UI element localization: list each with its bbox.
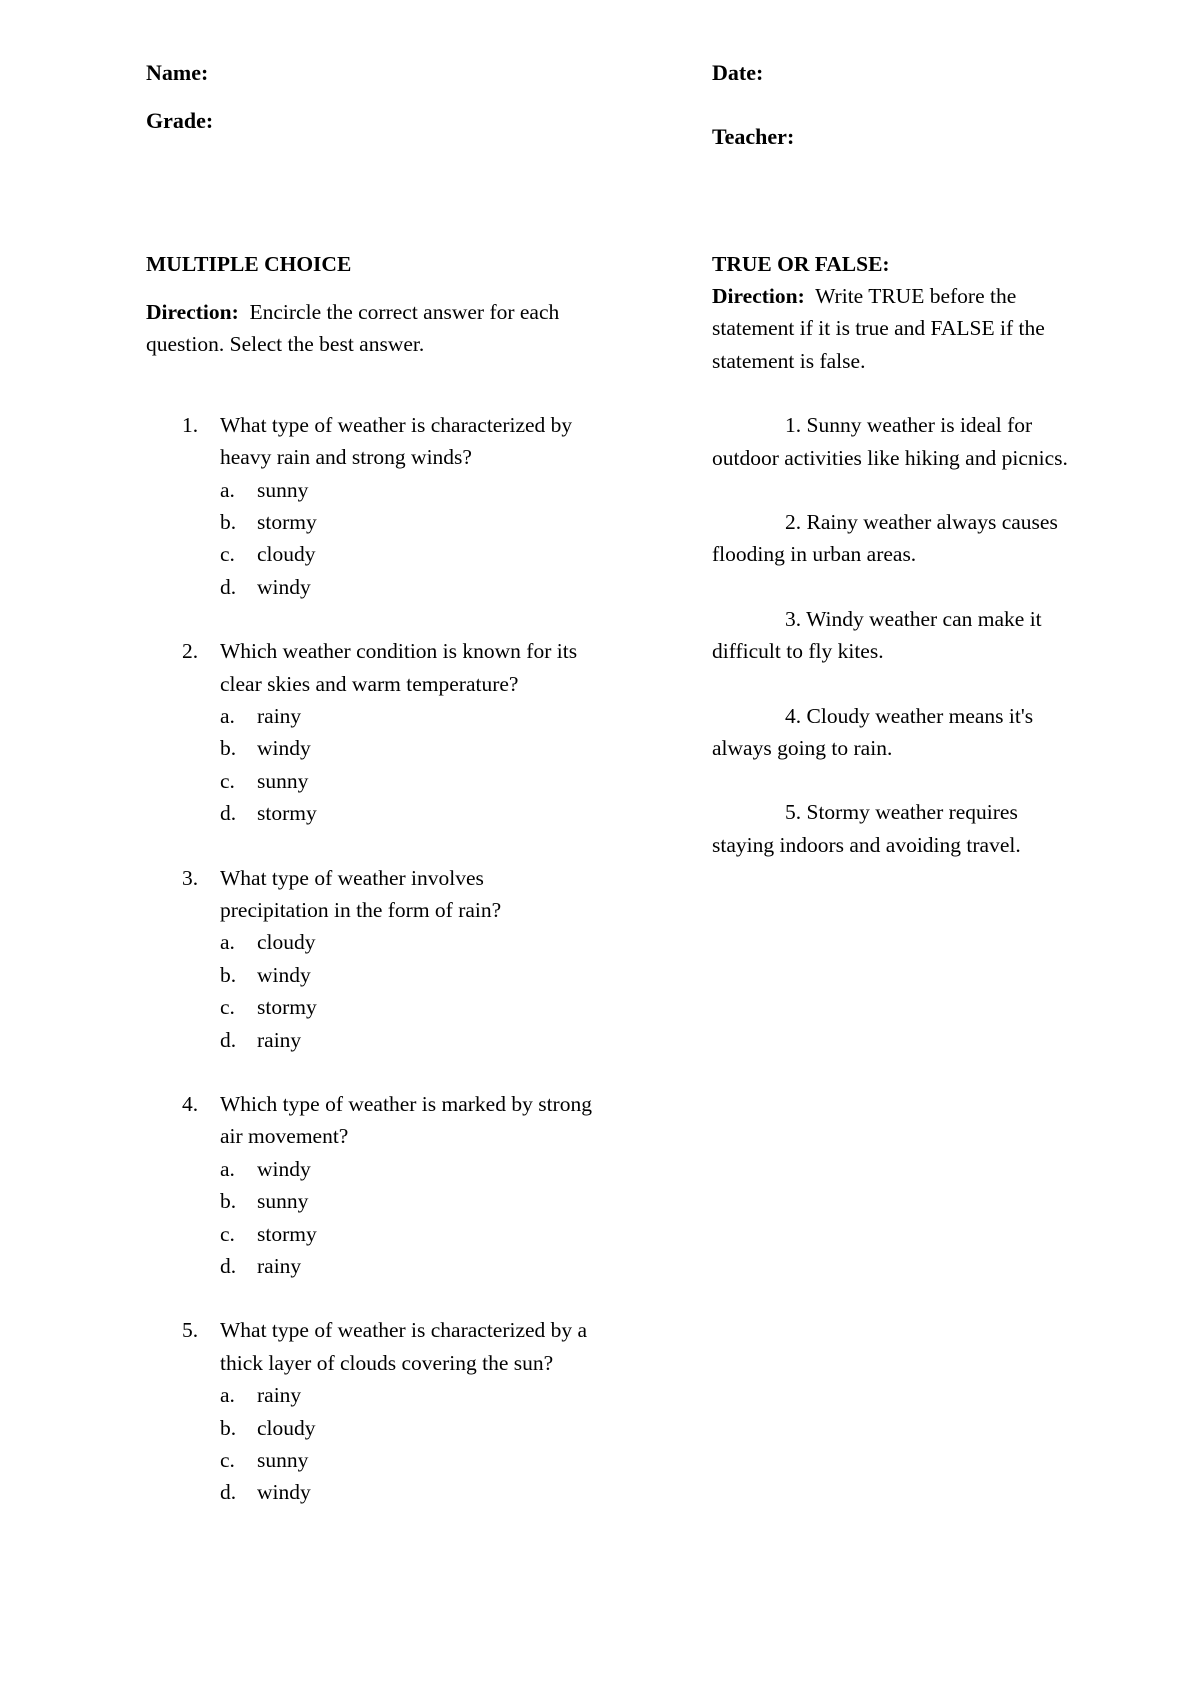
- choice-text: rainy: [257, 1027, 302, 1052]
- question-number: 3.: [182, 865, 199, 890]
- true-false-statement: 1. Sunny weather is ideal for outdoor activities like hiking and picnics.: [712, 413, 1068, 470]
- choice-text: windy: [257, 1480, 311, 1505]
- answer-choice[interactable]: [220, 1412, 596, 1444]
- date-label: Date:: [712, 60, 764, 85]
- choice-letter: b.: [220, 1415, 237, 1440]
- multiple-choice-section: [146, 248, 596, 1541]
- question-item: [146, 409, 596, 603]
- answer-choice[interactable]: [220, 1185, 596, 1217]
- choice-letter: c.: [220, 1221, 235, 1246]
- choice-text: rainy: [257, 1383, 302, 1408]
- choice-text: cloudy: [257, 1415, 316, 1440]
- choice-text: windy: [257, 1156, 311, 1181]
- answer-choice[interactable]: [220, 1024, 596, 1056]
- question-list: [146, 409, 596, 1509]
- choice-letter: d.: [220, 801, 237, 826]
- direction-label: Direction:: [146, 300, 239, 324]
- choice-text: sunny: [257, 1189, 309, 1214]
- choice-text: windy: [257, 574, 311, 599]
- answer-choice[interactable]: [220, 797, 596, 829]
- answer-choice[interactable]: [220, 571, 596, 603]
- question-number: 5.: [182, 1318, 199, 1343]
- teacher-label: Teacher:: [712, 124, 795, 149]
- true-false-direction: [712, 280, 1072, 377]
- multiple-choice-title: MULTIPLE CHOICE: [146, 252, 352, 276]
- question-text: What type of weather is characterized by heavy rain and strong winds?: [220, 412, 573, 470]
- question-item: [146, 862, 596, 1056]
- choice-letter: a.: [220, 930, 235, 955]
- answer-choice[interactable]: [220, 506, 596, 538]
- choice-text: sunny: [257, 1447, 309, 1472]
- true-false-section: [712, 248, 1072, 893]
- choice-letter: a.: [220, 1383, 235, 1408]
- question-text: Which weather condition is known for its clear skies and warm temperature?: [220, 639, 578, 696]
- answer-choice[interactable]: [220, 732, 596, 764]
- question-text: What type of weather involves precipitation in the form of rain?: [220, 865, 502, 922]
- question-text: What type of weather is characterized by a thick layer of clouds covering the sun?: [220, 1318, 588, 1375]
- answer-choice[interactable]: [220, 765, 596, 797]
- question-item: [146, 1314, 596, 1508]
- choice-letter: a.: [220, 704, 235, 728]
- answer-choice[interactable]: [220, 1250, 596, 1282]
- direction-text: Encircle the correct answer for each question. Select the best answer.: [146, 300, 560, 357]
- choice-letter: a.: [220, 477, 235, 502]
- answer-choice[interactable]: [220, 1153, 596, 1185]
- choice-text: cloudy: [257, 542, 316, 567]
- name-label: Name:: [146, 60, 209, 85]
- statement-list: [712, 409, 1072, 861]
- choice-text: rainy: [257, 1253, 302, 1278]
- true-false-statement: 3. Windy weather can make it difficult to fly kites.: [712, 606, 1042, 664]
- choice-text: cloudy: [257, 930, 316, 955]
- true-false-statement: 5. Stormy weather requires staying indoors and avoiding travel.: [712, 800, 1021, 857]
- answer-choice[interactable]: [220, 538, 596, 570]
- answer-choice[interactable]: [220, 474, 596, 506]
- choice-letter: c.: [220, 768, 235, 793]
- choice-letter: c.: [220, 995, 235, 1020]
- grade-label: Grade:: [146, 108, 214, 133]
- question-item: [146, 1088, 596, 1282]
- choice-text: rainy: [257, 704, 302, 728]
- choice-letter: b.: [220, 510, 237, 535]
- answer-choice[interactable]: [220, 959, 596, 991]
- choice-text: stormy: [257, 510, 317, 535]
- answer-choice[interactable]: [220, 1379, 596, 1411]
- question-item: [146, 635, 596, 829]
- answer-choice[interactable]: [220, 991, 596, 1023]
- question-number: 2.: [182, 639, 199, 664]
- choice-text: stormy: [257, 1221, 317, 1246]
- choice-letter: b.: [220, 1189, 237, 1214]
- question-text: Which type of weather is marked by strong air movement?: [220, 1091, 592, 1149]
- choice-letter: c.: [220, 542, 235, 567]
- choice-text: stormy: [257, 995, 317, 1020]
- choice-letter: c.: [220, 1447, 235, 1472]
- direction-label: Direction:: [712, 284, 805, 308]
- choice-letter: b.: [220, 962, 237, 987]
- answer-choice[interactable]: [220, 926, 596, 958]
- choice-text: windy: [257, 962, 311, 987]
- choice-letter: d.: [220, 1027, 237, 1052]
- choice-text: stormy: [257, 801, 317, 826]
- answer-choice[interactable]: [220, 1218, 596, 1250]
- multiple-choice-direction: [146, 296, 596, 361]
- choice-letter: a.: [220, 1156, 235, 1181]
- answer-choice[interactable]: [220, 1444, 596, 1476]
- question-number: 1.: [182, 412, 199, 437]
- choice-letter: d.: [220, 574, 237, 599]
- choice-text: windy: [257, 736, 311, 761]
- true-false-statement: 4. Cloudy weather means it's always going to rain.: [712, 703, 1034, 761]
- true-false-title: TRUE OR FALSE:: [712, 252, 890, 276]
- choice-text: sunny: [257, 768, 309, 793]
- choice-letter: b.: [220, 736, 237, 761]
- true-false-statement: 2. Rainy weather always causes flooding in urban areas.: [712, 510, 1058, 567]
- choice-letter: d.: [220, 1480, 237, 1505]
- choice-letter: d.: [220, 1253, 237, 1278]
- answer-choice[interactable]: [220, 700, 596, 732]
- direction-text: Write TRUE before the statement if it is true and FALSE if the statement is false.: [712, 284, 1045, 373]
- question-number: 4.: [182, 1091, 199, 1116]
- answer-choice[interactable]: [220, 1476, 596, 1508]
- choice-text: sunny: [257, 477, 309, 502]
